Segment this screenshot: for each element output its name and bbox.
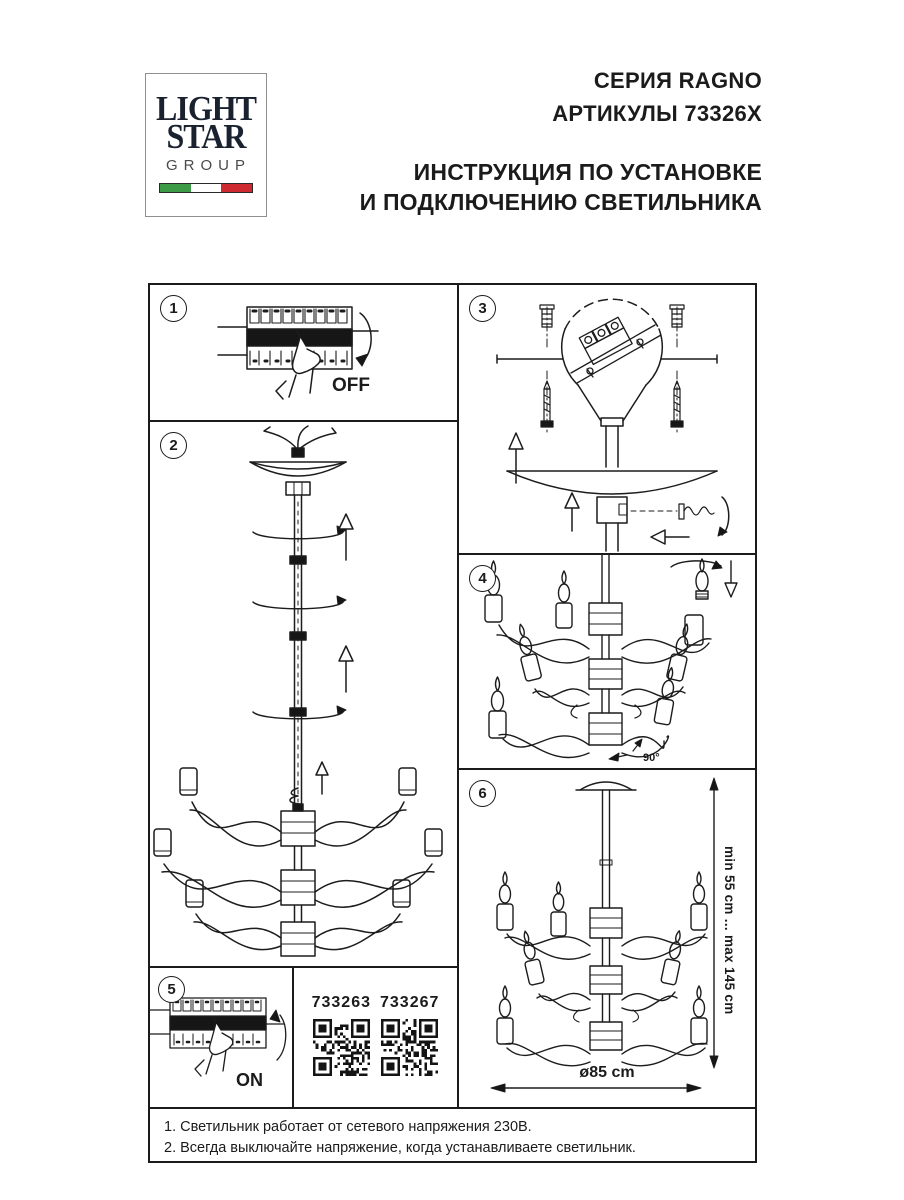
article-number: 733263: [311, 994, 371, 1011]
hub-3: [590, 1022, 622, 1050]
tier-3-arms: [186, 880, 410, 950]
step-1-number: 1: [160, 295, 187, 322]
rod: [602, 689, 609, 713]
step-6-number: 6: [469, 780, 496, 807]
header-titles: [360, 68, 762, 217]
hub-1: [589, 603, 622, 635]
tier-hubs: [281, 804, 315, 956]
instruction-grid: [148, 283, 757, 1163]
detached-bulb: [696, 559, 708, 599]
step-2-number: 2: [160, 432, 187, 459]
up-arrow-icons: [316, 514, 353, 794]
candle-socket-with-bulb: [513, 622, 542, 681]
candle-socket-with-bulb: [556, 571, 572, 628]
rod: [603, 938, 610, 966]
step-3-number: 3: [469, 295, 496, 322]
side-screw-icon: [679, 504, 714, 519]
italian-flag-icon: [159, 183, 253, 193]
tier-2-arms: [537, 992, 677, 1022]
breaker-toggles-top: [250, 309, 347, 323]
instruction-title-line1: ИНСТРУКЦИЯ ПО УСТАНОВКЕ: [413, 159, 762, 185]
off-label: OFF: [332, 375, 370, 396]
diameter-dimension-label: ø85 cm: [579, 1064, 635, 1081]
footer-notes: [150, 1109, 755, 1161]
panel-step-1: [150, 285, 457, 420]
breaker-off-illustration: [150, 285, 457, 420]
panel-step-5: [150, 968, 292, 1107]
step-5-number: 5: [158, 976, 185, 1003]
qr-block-733267: [380, 994, 439, 1076]
panel-step-3: [459, 285, 755, 553]
ceiling-wires: [264, 426, 336, 457]
candle-socket-with-bulb: [489, 677, 506, 738]
panel-step-4: [459, 555, 755, 768]
tier-2-arms: [154, 829, 442, 907]
ceiling-canopy: [576, 782, 636, 790]
panel-step-6: [459, 770, 755, 1107]
logo-text-group: GROUP: [165, 157, 251, 174]
collar-block: [597, 497, 627, 523]
mounting-strip: [571, 325, 661, 383]
height-dimension-line: [710, 778, 718, 1068]
tier-1-arms: [497, 625, 711, 663]
instruction-title: [360, 157, 762, 217]
suspension-rod: [290, 495, 306, 808]
canopy-dish-large: [507, 471, 717, 494]
logo-text-light: LIGHT: [156, 88, 256, 128]
panel-qr-codes: [294, 968, 457, 1107]
instruction-title-line2: И ПОДКЛЮЧЕНИЮ СВЕТИЛЬНИКА: [359, 189, 762, 215]
note-1: 1. Светильник работает от сетевого напряжения 230В.: [164, 1119, 532, 1135]
breaker-toggles-top: [173, 1000, 261, 1011]
qr-code: [313, 1019, 370, 1076]
qr-block-733263: [312, 994, 371, 1076]
panel-step-2: [150, 422, 457, 966]
curved-arrow-down-icon: [356, 313, 371, 366]
rod: [603, 994, 610, 1022]
rod-assembly-illustration: [150, 422, 457, 966]
rod-joint: [600, 860, 612, 865]
logo-text-star: STAR: [166, 116, 246, 156]
flag-red: [221, 184, 252, 192]
screw-icons: [541, 381, 683, 427]
candle-socket-with-bulb: [497, 872, 513, 930]
series-title: СЕРИЯ RAGNO: [593, 68, 762, 93]
hub-3: [589, 713, 622, 745]
rod: [602, 555, 609, 603]
note-2: 2. Всегда выключайте напряжение, когда устанавливаете светильник.: [164, 1140, 636, 1156]
lower-rod: [606, 523, 618, 551]
rod: [603, 790, 610, 908]
hub-2: [590, 966, 622, 994]
article-number: 733267: [380, 994, 440, 1011]
rotate-screw-arrow-icon: [718, 497, 729, 536]
candle-socket-with-bulb: [518, 930, 545, 986]
on-label: ON: [236, 1070, 263, 1090]
final-chandelier-illustration: [459, 770, 755, 1107]
candle-socket-with-bulb: [551, 882, 566, 936]
rotation-arrow-icons: [253, 526, 346, 719]
upper-rod: [606, 426, 618, 467]
down-arrow-icon: [725, 561, 737, 597]
candle-socket-with-bulb: [497, 986, 513, 1044]
rotation-arrow-icon: [671, 561, 722, 569]
canopy-dish: [250, 462, 346, 495]
curved-arrow-up-icon: [270, 1010, 286, 1060]
hub-2: [589, 659, 622, 689]
insert-left-arrow-icon: [651, 530, 689, 544]
candle-socket-with-bulb: [691, 872, 707, 930]
up-arrow-icons: [509, 433, 579, 531]
lightstar-logo: [145, 73, 267, 217]
hub-1: [590, 908, 622, 938]
terminal-block-icon: [579, 317, 632, 364]
mounting-bracket-illustration: [459, 285, 755, 553]
flag-white: [191, 184, 222, 192]
qr-code: [381, 1019, 438, 1076]
angle-label: 90°: [643, 752, 660, 764]
candle-socket-with-bulb: [661, 929, 687, 985]
rod: [602, 635, 609, 659]
height-dimension-label: min 55 cm ... max 145 cm: [722, 846, 737, 1015]
step-4-number: 4: [469, 565, 496, 592]
mounting-bracket-bar: [497, 355, 717, 363]
articles-title: АРТИКУЛЫ 73326X: [552, 101, 762, 126]
bulb-install-illustration: [459, 555, 755, 768]
tier-3-arms: [505, 1043, 707, 1065]
candle-socket-with-bulb: [691, 986, 707, 1044]
diameter-dimension-line: [491, 1084, 701, 1092]
flag-green: [160, 184, 191, 192]
